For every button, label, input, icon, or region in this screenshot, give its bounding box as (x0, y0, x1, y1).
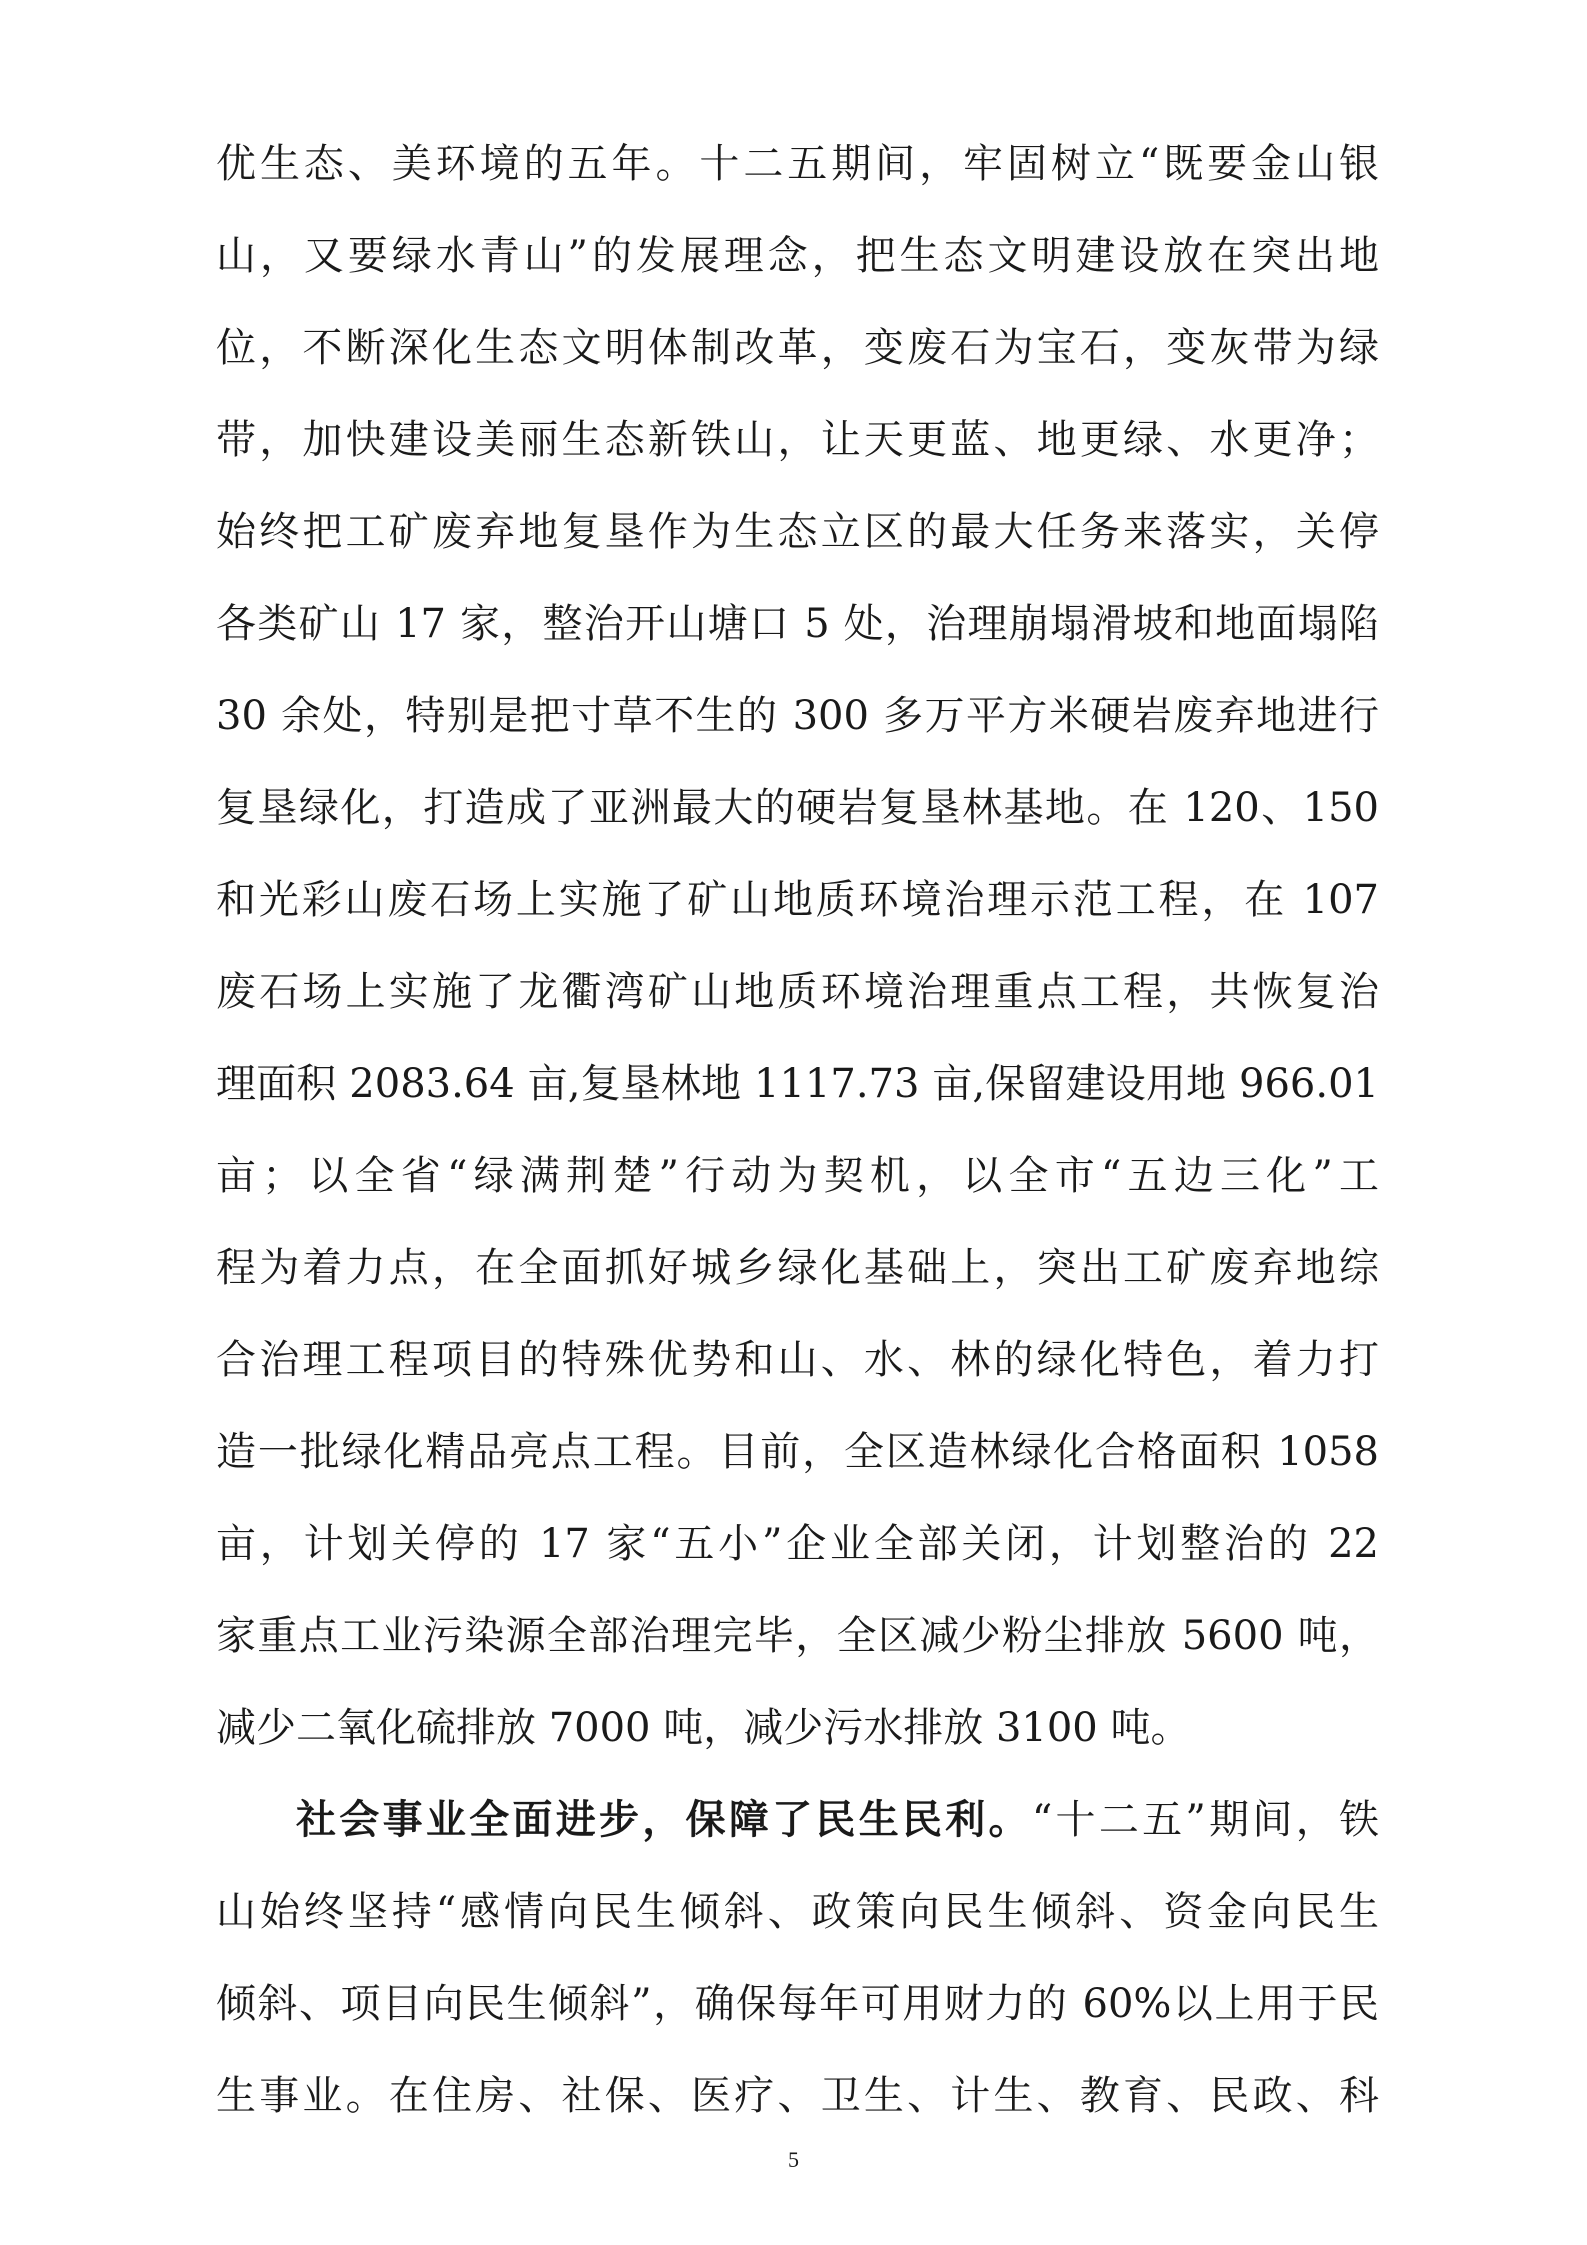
paragraph-line: 山，又要绿水青山”的发展理念，把生态文明建设放在突出地 (216, 233, 1379, 279)
paragraph-line: 家重点工业污染源全部治理完毕，全区减少粉尘排放 5600 吨， (216, 1613, 1379, 1659)
paragraph-line: 优生态、美环境的五年。十二五期间，牢固树立“既要金山银 (216, 141, 1379, 187)
paragraph-line: 30 余处，特别是把寸草不生的 300 多万平方米硬岩废弃地进行 (216, 693, 1379, 739)
paragraph-line: 山始终坚持“感情向民生倾斜、政策向民生倾斜、资金向民生 (216, 1889, 1379, 1935)
paragraph-line: 生事业。在住房、社保、医疗、卫生、计生、教育、民政、科 (216, 2073, 1379, 2119)
paragraph-first-line (296, 1774, 1379, 1866)
paragraph-lead-rest: “十二五”期间，铁 (1031, 1797, 1379, 1843)
paragraph-line: 各类矿山 17 家，整治开山塘口 5 处，治理崩塌滑坡和地面塌陷 (216, 601, 1379, 647)
paragraph-line: 始终把工矿废弃地复垦作为生态立区的最大任务来落实，关停 (216, 509, 1379, 555)
paragraph-line: 位，不断深化生态文明体制改革，变废石为宝石，变灰带为绿 (216, 325, 1379, 371)
paragraph-line: 和光彩山废石场上实施了矿山地质环境治理示范工程，在 107 (216, 877, 1379, 923)
paragraph-line: 带，加快建设美丽生态新铁山，让天更蓝、地更绿、水更净； (216, 417, 1379, 463)
paragraph-line: 废石场上实施了龙衢湾矿山地质环境治理重点工程，共恢复治 (216, 969, 1379, 1015)
paragraph-line: 倾斜、项目向民生倾斜”，确保每年可用财力的 60%以上用于民 (216, 1981, 1379, 2027)
page-number: 5 (788, 2147, 799, 2172)
paragraph-line: 合治理工程项目的特殊优势和山、水、林的绿化特色，着力打 (216, 1337, 1379, 1383)
paragraph-line: 复垦绿化，打造成了亚洲最大的硬岩复垦林基地。在 120、150 (216, 785, 1379, 831)
paragraph-line: 减少二氧化硫排放 7000 吨，减少污水排放 3100 吨。 (216, 1705, 1191, 1751)
paragraph-line: 理面积 2083.64 亩,复垦林地 1117.73 亩,保留建设用地 966.01 (216, 1061, 1379, 1107)
paragraph-line: 造一批绿化精品亮点工程。目前，全区造林绿化合格面积 1058 (216, 1429, 1379, 1475)
paragraph-line: 程为着力点，在全面抓好城乡绿化基础上，突出工矿废弃地综 (216, 1245, 1379, 1291)
paragraph-line: 亩，计划关停的 17 家“五小”企业全部关闭，计划整治的 22 (216, 1521, 1379, 1567)
paragraph-lead-bold: 社会事业全面进步，保障了民生民利。 (296, 1796, 1032, 1843)
paragraph-line: 亩；以全省“绿满荆楚”行动为契机，以全市“五边三化”工 (216, 1153, 1379, 1199)
